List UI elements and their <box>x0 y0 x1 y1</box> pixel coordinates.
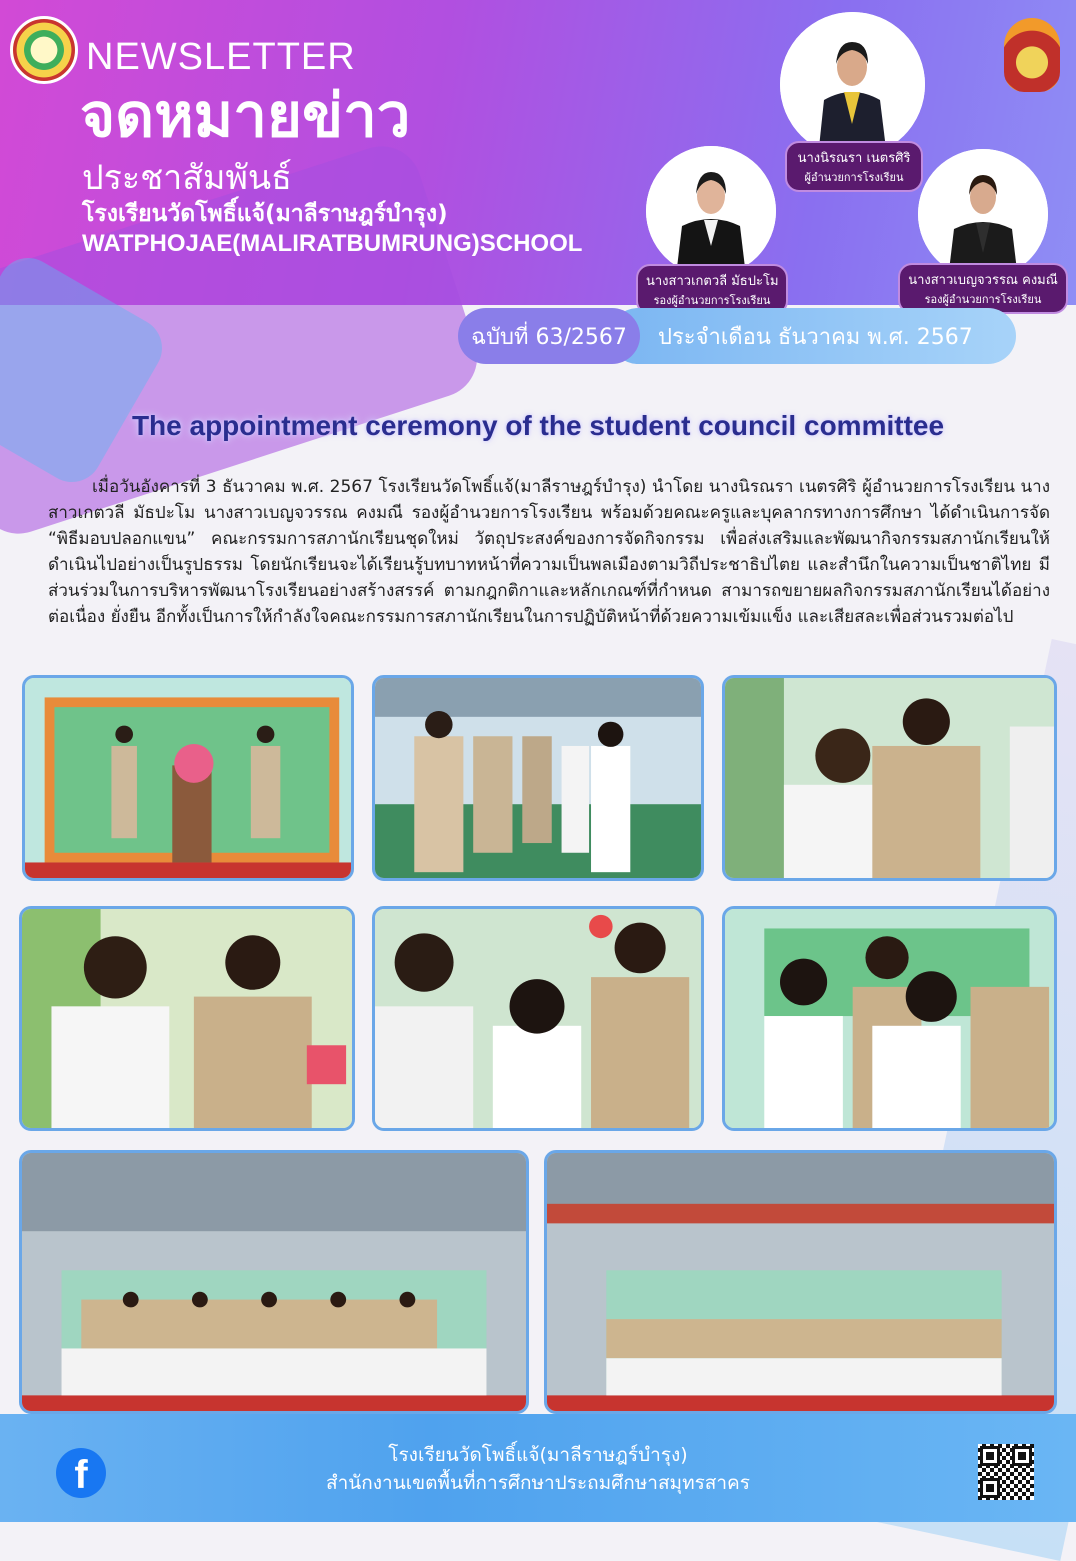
photo-armband-boy <box>372 906 704 1131</box>
newsletter-label: NEWSLETTER <box>86 36 356 78</box>
person-name: นางนิรณรา เนตรศิริ <box>797 151 911 166</box>
person-name: นางสาวเกตวลี มัธปะโม <box>646 274 779 289</box>
school-emblem-icon <box>10 16 78 84</box>
obec-emblem-icon <box>1004 18 1060 92</box>
photo-armband-line <box>372 675 704 881</box>
person-role: รองผู้อำนวยการโรงเรียน <box>653 294 771 307</box>
footer-agency-name: สำนักงานเขตพื้นที่การศึกษาประถมศึกษาสมุทรสาคร <box>326 1472 750 1494</box>
person-role: รองผู้อำนวยการโรงเรียน <box>924 293 1042 306</box>
photo-stage-ceremony <box>22 675 354 881</box>
article-title: The appointment ceremony of the student council committee <box>131 410 945 441</box>
person-role: ผู้อำนวยการโรงเรียน <box>804 171 904 184</box>
school-name-english: WATPHOJAE(MALIRATBUMRUNG)SCHOOL <box>82 230 583 257</box>
footer-school-name: โรงเรียนวัดโพธิ์แจ้(มาลีราษฎร์บำรุง) <box>388 1444 688 1466</box>
director-portrait <box>780 12 925 157</box>
facebook-glyph: f <box>74 1453 88 1497</box>
deputy-name-card-2 <box>898 263 1068 314</box>
person-name: นางสาวเบญจวรรณ คงมณี <box>908 273 1058 288</box>
issue-month: ประจำเดือน ธันวาคม พ.ศ. 2567 <box>658 324 973 350</box>
school-name-thai: โรงเรียนวัดโพธิ์แจ้(มาลีราษฎร์บำรุง) <box>82 201 448 227</box>
photo-armband-girl <box>722 675 1057 881</box>
photo-armband-boys <box>722 906 1057 1131</box>
deputy-portrait-2 <box>918 149 1048 279</box>
newsletter-subtitle: ประชาสัมพันธ์ <box>82 158 292 198</box>
issue-number: ฉบับที่ 63/2567 <box>458 308 640 364</box>
deputy-portrait-1 <box>646 146 776 276</box>
newsletter-title-thai: จดหมายข่าว <box>80 81 411 151</box>
article-body: เมื่อวันอังคารที่ 3 ธันวาคม พ.ศ. 2567 โรงเรียนวัดโพธิ์แจ้(มาลีราษฎร์บำรุง) นำโดย นางนิรณรา เนตรศิริ ผู้อำนวยการโรงเรียน นางสาวเกตวลี มัธปะโม นางสาวเบญจวรรณ คงมณี รองผู้อำนวยการโรงเรียน พร้อมด้วยคณะครูและบุคลากรทางการศึกษา ได้ดำเนินการจัด “พิธีมอบปลอกแขน” คณะกรรมการสภานักเรียนชุดใหม่ วัตถุประสงค์ของการจัดกิจกรรม เพื่อส่งเสริมและพัฒนากิจกรรมสภานักเรียนให้ดำเนินไปอย่างเป็นรูปธรรม โดยนักเรียนจะได้เรียนรู้บทบาทหน้าที่ความเป็นพลเมืองตามวิถีประชาธิปไตย และสำนึกในความเป็นชาติไทย มีส่วนร่วมในการบริหารพัฒนาโรงเรียนอย่างสร้างสรรค์ ตามกฎกติกาและหลักเกณฑ์ที่กำหนด สามารถขยายผลกิจกรรมสภานักเรียนได้อย่างต่อเนื่อง ยั่งยืน อีกทั้งเป็นการให้กำลังใจคณะกรรมการสภานักเรียนในการปฏิบัติหน้าที่ด้วยความเข้มแข็ง และเสียสละเพื่อส่วนรวมต่อไป <box>48 477 1050 627</box>
photo-group-2 <box>544 1150 1057 1414</box>
photo-group-1 <box>19 1150 529 1414</box>
qr-code-icon[interactable] <box>978 1444 1034 1500</box>
director-name-card <box>785 141 923 192</box>
photo-girl-wai <box>19 906 355 1131</box>
